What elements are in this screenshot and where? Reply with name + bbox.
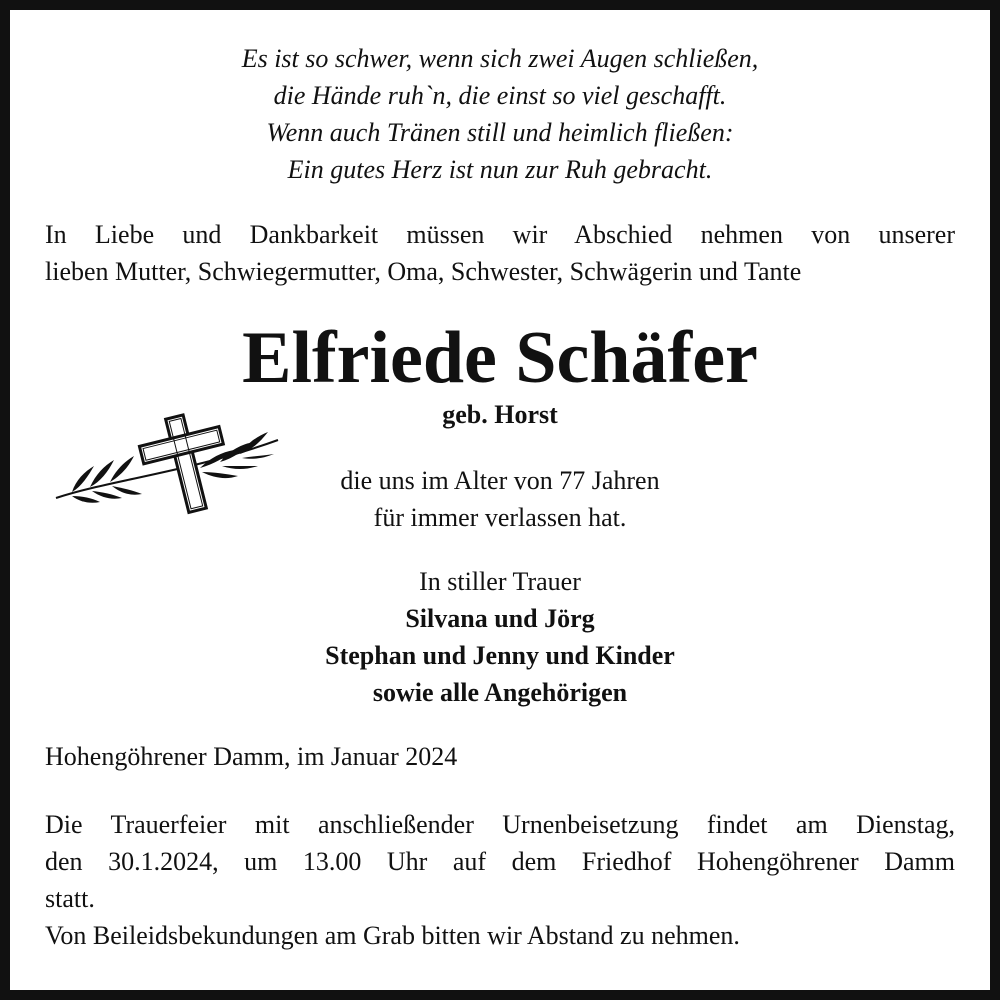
age-text xyxy=(0,462,1000,536)
intro-line-1: In Liebe und Dankbarkeit müssen wir Abschied nehmen von unserer xyxy=(45,220,955,249)
mourners xyxy=(0,563,1000,711)
mourner-name: Silvana und Jörg xyxy=(405,604,595,633)
funeral-line-1: Die Trauerfeier mit anschließender Urnenbeisetzung findet am Dienstag, xyxy=(45,810,955,839)
age-line-1: die uns im Alter von 77 Jahren xyxy=(340,466,660,495)
mourner-name: Stephan und Jenny und Kinder xyxy=(325,641,675,670)
poem xyxy=(0,40,1000,188)
funeral-line-3: statt. xyxy=(45,884,95,913)
intro-line-2: lieben Mutter, Schwiegermutter, Oma, Schwester, Schwägerin und Tante xyxy=(45,257,802,286)
funeral-line-4: Von Beileidsbekundungen am Grab bitten wir Abstand zu nehmen. xyxy=(45,921,740,950)
poem-line: Es ist so schwer, wenn sich zwei Augen schließen, xyxy=(241,44,759,73)
mourner-name: sowie alle Angehörigen xyxy=(372,678,628,707)
maiden-name-text: geb. Horst xyxy=(442,400,558,429)
poem-line: Wenn auch Tränen still und heimlich fließen: xyxy=(266,118,734,147)
place-date: Hohengöhrener Damm, im Januar 2024 xyxy=(45,742,458,771)
mourners-heading: In stiller Trauer xyxy=(419,567,581,596)
age-line-2: für immer verlassen hat. xyxy=(373,503,627,532)
deceased-name: Elfriede Schäfer xyxy=(242,317,758,399)
poem-line: die Hände ruh`n, die einst so viel geschafft. xyxy=(273,81,727,110)
funeral-line-2: den 30.1.2024, um 13.00 Uhr auf dem Friedhof Hohengöhrener Damm xyxy=(45,847,955,876)
funeral-info xyxy=(45,806,955,954)
poem-line: Ein gutes Herz ist nun zur Ruh gebracht. xyxy=(287,155,713,184)
intro-text xyxy=(45,216,955,290)
